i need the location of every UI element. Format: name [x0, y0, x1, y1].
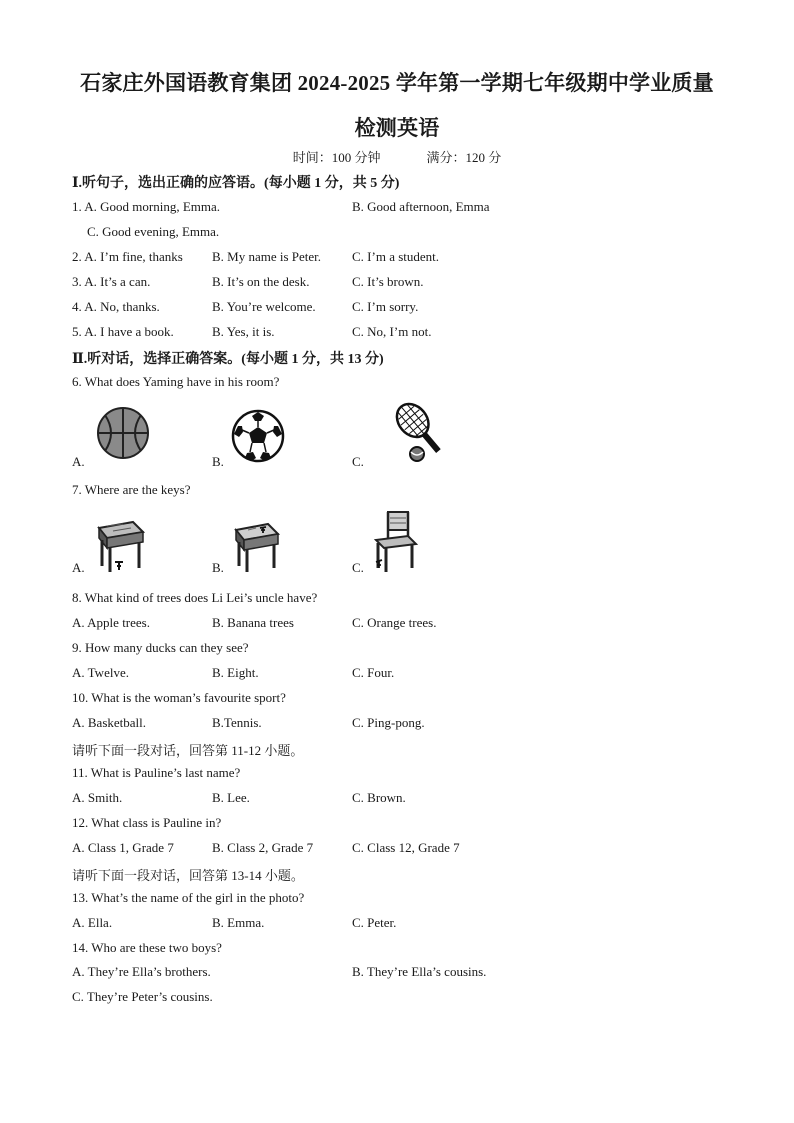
q14-option-c: C. They’re Peter’s cousins. — [72, 989, 213, 1004]
q13-stem: 13. What’s the name of the girl in the photo? — [72, 890, 305, 905]
q3-option-c: C. It’s brown. — [352, 274, 424, 289]
q8-stem: 8. What kind of trees does Li Lei’s uncle have? — [72, 590, 318, 605]
q11-option-a: A. Smith. — [72, 790, 123, 805]
q6-label-c: C. — [352, 454, 364, 469]
q14-option-b: B. They’re Ella’s cousins. — [352, 964, 487, 979]
q4-option-a: 4. A. No, thanks. — [72, 299, 160, 314]
q1-option-c: C. Good evening, Emma. — [87, 224, 220, 239]
q2-option-b: B. My name is Peter. — [212, 249, 322, 264]
q4-option-c: C. I’m sorry. — [352, 299, 419, 314]
basketball-icon — [95, 405, 151, 461]
exam-meta — [0, 147, 794, 166]
q9-option-a: A. Twelve. — [72, 665, 129, 680]
q8-option-c: C. Orange trees. — [352, 615, 437, 630]
keys-under-desk-icon — [93, 516, 147, 574]
soccer-ball-icon — [230, 408, 286, 464]
q12-stem: 12. What class is Pauline in? — [72, 815, 222, 830]
q13-option-c: C. Peter. — [352, 915, 397, 930]
q13-option-b: B. Emma. — [212, 915, 265, 930]
q9-stem: 9. How many ducks can they see? — [72, 640, 249, 655]
q11-stem: 11. What is Pauline’s last name? — [72, 765, 241, 780]
q8-option-a: A. Apple trees. — [72, 615, 150, 630]
q14-stem: 14. Who are these two boys? — [72, 940, 222, 955]
q7-label-c: C. — [352, 560, 364, 575]
score-label: 满分：120 分 — [426, 150, 502, 165]
q10-option-a: A. Basketball. — [72, 715, 147, 730]
q11-option-b: B. Lee. — [212, 790, 250, 805]
q5-option-b: B. Yes, it is. — [212, 324, 275, 339]
exam-title-line2: 检测英语 — [354, 116, 440, 140]
keys-on-desk-icon — [230, 518, 284, 574]
q5-option-c: C. No, I’m not. — [352, 324, 432, 339]
q8-option-b: B. Banana trees — [212, 615, 294, 630]
q1-option-b: B. Good afternoon, Emma — [352, 199, 490, 214]
section1-heading: Ⅰ.听句子，选出正确的应答语。(每小题 1 分，共 5 分) — [72, 176, 400, 191]
time-label: 时间：100 分钟 — [292, 150, 381, 165]
q11-option-c: C. Brown. — [352, 790, 406, 805]
instruction-11-12: 请听下面一段对话，回答第 11-12 小题。 — [72, 743, 304, 758]
q14-option-a: A. They’re Ella’s brothers. — [72, 964, 211, 979]
q10-stem: 10. What is the woman’s favourite sport? — [72, 690, 286, 705]
q2-option-a: 2. A. I’m fine, thanks — [72, 249, 183, 264]
q12-option-c: C. Class 12, Grade 7 — [352, 840, 460, 855]
q4-option-b: B. You’re welcome. — [212, 299, 316, 314]
section2-heading: Ⅱ.听对话，选择正确答案。(每小题 1 分，共 13 分) — [72, 352, 384, 367]
q13-option-a: A. Ella. — [72, 915, 113, 930]
q3-option-b: B. It’s on the desk. — [212, 274, 310, 289]
q6-label-a: A. — [72, 454, 85, 469]
q10-option-b: B.Tennis. — [212, 715, 262, 730]
q6-stem: 6. What does Yaming have in his room? — [72, 374, 280, 389]
q2-option-c: C. I’m a student. — [352, 249, 440, 264]
q12-option-a: A. Class 1, Grade 7 — [72, 840, 174, 855]
q6-label-b: B. — [212, 454, 224, 469]
q3-option-a: 3. A. It’s a can. — [72, 274, 151, 289]
keys-under-chair-icon — [370, 510, 422, 574]
q7-stem: 7. Where are the keys? — [72, 482, 191, 497]
instruction-13-14: 请听下面一段对话，回答第 13-14 小题。 — [72, 868, 304, 883]
q7-label-b: B. — [212, 560, 224, 575]
q12-option-b: B. Class 2, Grade 7 — [212, 840, 314, 855]
q9-option-c: C. Four. — [352, 665, 395, 680]
q7-label-a: A. — [72, 560, 85, 575]
q9-option-b: B. Eight. — [212, 665, 259, 680]
tennis-racket-icon — [372, 402, 444, 464]
q1-option-a: 1. A. Good morning, Emma. — [72, 199, 221, 214]
q10-option-c: C. Ping-pong. — [352, 715, 425, 730]
exam-title-line1: 石家庄外国语教育集团 2024-2025 学年第一学期七年级期中学业质量 — [80, 71, 714, 95]
q5-option-a: 5. A. I have a book. — [72, 324, 174, 339]
